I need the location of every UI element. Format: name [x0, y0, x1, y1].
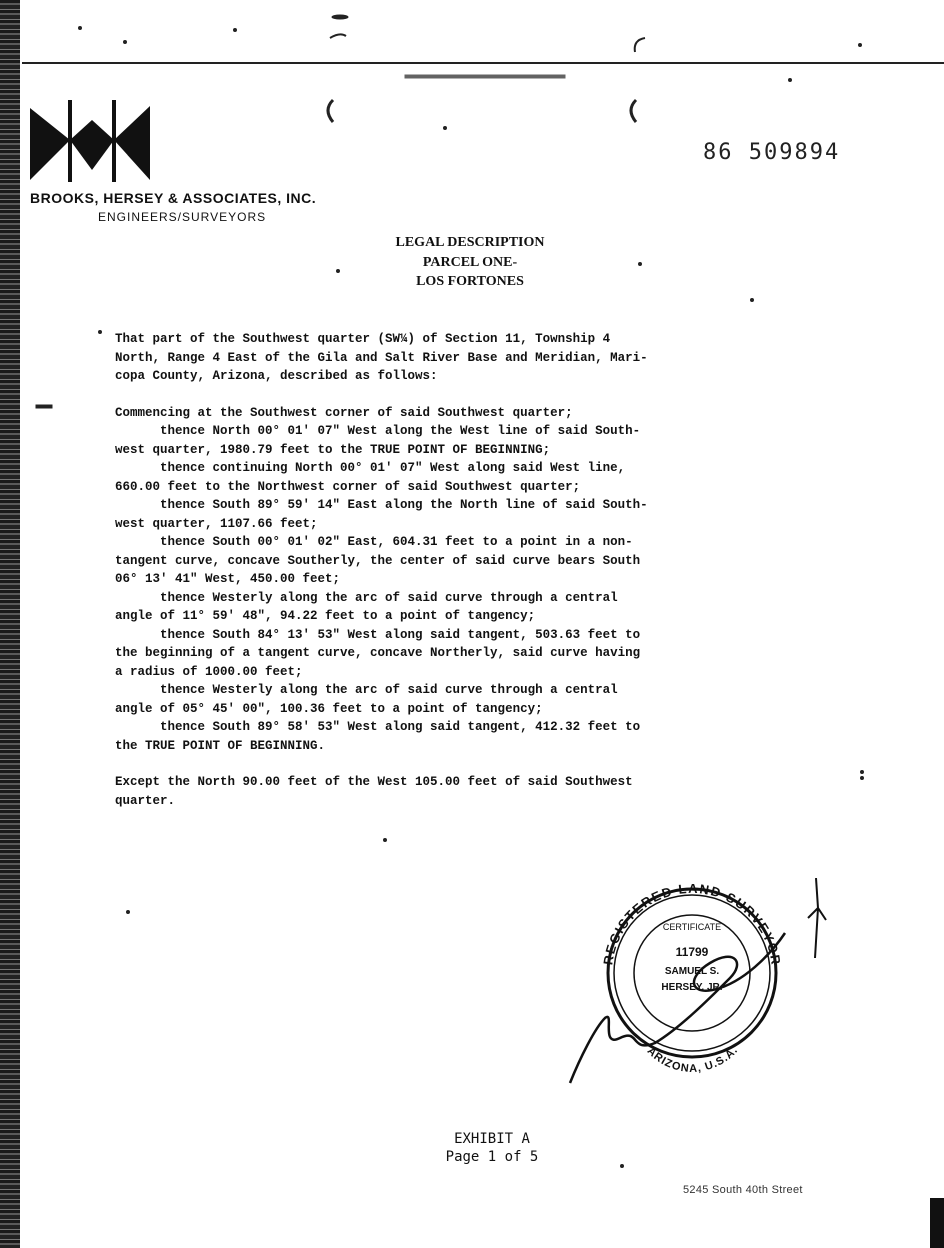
- seal-name-line: SAMUEL S.: [664, 966, 720, 977]
- text-line: thence South 84° 13' 53" West along said tangent, 503.63 feet to: [115, 627, 641, 642]
- text-line: the beginning of a tangent curve, concave Northerly, said curve having: [115, 646, 641, 660]
- text-line: thence continuing North 00° 01' 07" West along said West line,: [115, 461, 626, 475]
- text-line: North, Range 4 East of the Gila and Salt River Base and Meridian, Mari-: [115, 350, 648, 365]
- company-subtitle: ENGINEERS/SURVEYORS: [98, 210, 267, 224]
- text-line: a radius of 1000.00 feet;: [115, 664, 303, 679]
- text-line: Commencing at the Southwest corner of said Southwest quarter;: [115, 405, 573, 420]
- text-line: Except the North 90.00 feet of the West 105.00 feet of said Southwest: [115, 775, 633, 789]
- seal-ring-text: REGISTERED LAND SURVEYOR: [600, 880, 784, 967]
- text-line: thence South 89° 59' 14" East along the North line of said South-: [115, 498, 648, 512]
- seal-state-text: ARIZONA, U.S.A.: [644, 1044, 741, 1075]
- text-line: thence North 00° 01' 07" West along the West line of said South-: [115, 424, 641, 438]
- page-number: Page 1 of 5: [445, 1149, 539, 1165]
- title-line: LEGAL DESCRIPTION: [395, 235, 545, 250]
- text-line: west quarter, 1980.79 feet to the TRUE POINT OF BEGINNING;: [115, 442, 551, 457]
- text-line: 06° 13' 41" West, 450.00 feet;: [115, 572, 341, 586]
- text-line: copa County, Arizona, described as follows:: [115, 369, 438, 383]
- text-line: That part of the Southwest quarter (SW¼) of Section 11, Township 4: [115, 332, 611, 346]
- legal-description-body: [115, 330, 835, 810]
- text-line: angle of 11° 59' 48", 94.22 feet to a point of tangency;: [115, 609, 536, 623]
- text-line: quarter.: [115, 793, 176, 808]
- text-line: thence Westerly along the arc of said curve through a central: [115, 590, 618, 605]
- text-line: 660.00 feet to the Northwest corner of said Southwest quarter;: [115, 479, 581, 494]
- document-title: [330, 233, 610, 292]
- title-line: LOS FORTONES: [416, 274, 524, 289]
- signature-mark: [808, 878, 826, 958]
- exhibit-label: [412, 1130, 572, 1166]
- footer-address: 5245 South 40th Street: [683, 1184, 803, 1196]
- text-line: west quarter, 1107.66 feet;: [115, 516, 318, 531]
- text-line: thence Westerly along the arc of said curve through a central: [115, 683, 618, 697]
- title-line: PARCEL ONE-: [422, 254, 518, 270]
- exhibit-title: EXHIBIT A: [454, 1131, 530, 1147]
- seal-number: 11799: [675, 945, 709, 959]
- text-line: angle of 05° 45' 00", 100.36 feet to a point of tangency;: [115, 701, 543, 716]
- company-name: BROOKS, HERSEY & ASSOCIATES, INC.: [30, 190, 317, 206]
- document-number: 86 509894: [703, 140, 841, 165]
- company-logo: [30, 100, 152, 186]
- text-line: thence South 89° 58' 53" West along said tangent, 412.32 feet to: [115, 720, 641, 734]
- seal-inner-text: CERTIFICATE: [662, 922, 722, 932]
- text-line: tangent curve, concave Southerly, the center of said curve bears South: [115, 553, 641, 568]
- text-line: the TRUE POINT OF BEGINNING.: [115, 738, 326, 753]
- seal-name-line: HERSEY, JR.: [661, 982, 723, 993]
- surveyor-seal: [560, 878, 850, 1098]
- text-line: thence South 00° 01' 02" East, 604.31 feet to a point in a non-: [115, 535, 633, 549]
